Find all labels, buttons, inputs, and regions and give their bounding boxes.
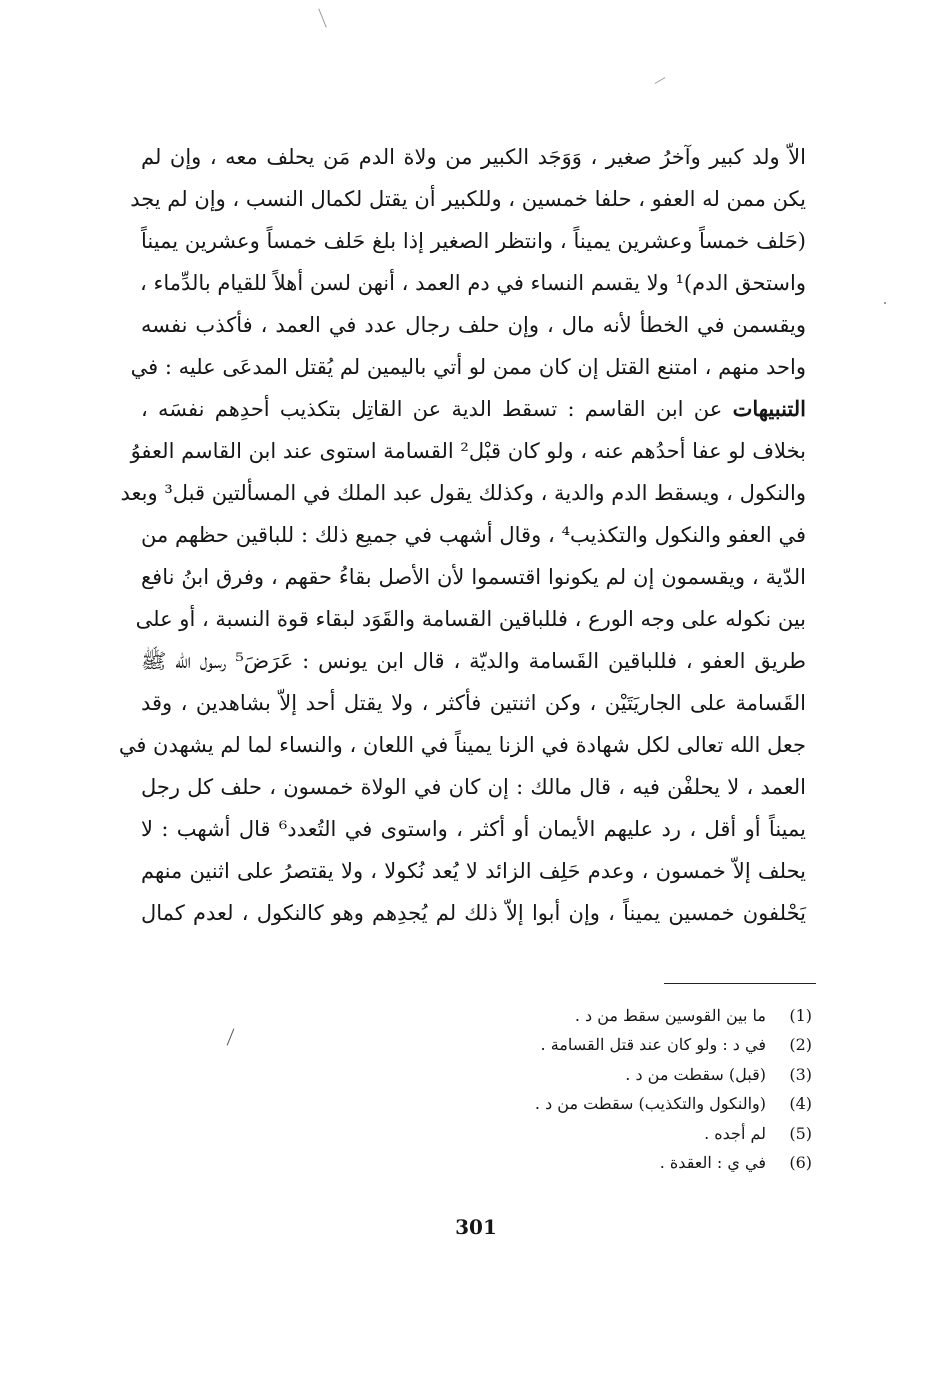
footnote [312, 1148, 812, 1177]
text-line: بين نكوله على وجه الورع ، فللباقين القسامة والقَوَد لبقاء قوة النسبة ، أو على [135, 607, 806, 631]
footnotes [312, 1001, 812, 1177]
footnote-number: (5) [789, 1123, 812, 1143]
footnote-text: في د : ولو كان عند قتل القسامة . [540, 1035, 766, 1055]
text-line: العمد ، لا يحلفْن فيه ، قال مالك : إن كان في الولاة خمسون ، حلف كل رجل [141, 775, 806, 799]
page-number: 301 [455, 1215, 497, 1239]
footnote-number: (6) [789, 1152, 812, 1172]
footnote-separator [664, 983, 816, 984]
text-line: (حَلف خمساً وعشرين يميناً ، وانتظر الصغير إذا بلغ حَلف خمساً وعشرين يميناً [141, 229, 806, 253]
footnote [312, 1060, 812, 1089]
text-line: الدّية ، ويقسمون إن لم يكونوا اقتسموا لأن الأصل بقاءُ حقهم ، وفرق ابنُ نافع [141, 565, 806, 589]
footnote-number: (4) [789, 1094, 812, 1114]
text-line: واحد منهم ، امتنع القتل إن كان ممن لو أتي باليمين لم يُقتل المدعَى عليه : في [130, 355, 806, 379]
text-line: واستحق الدم)¹ ولا يقسم النساء في دم العمد ، أنهن لسن أهلاً للقيام بالدِّماء ، [140, 271, 806, 295]
text-line: يحلف إلاّ خمسون ، وعدم حَلِف الزائد لا يُعد نُكولا ، ولا يقتصرُ على اثنين منهم [141, 859, 806, 883]
footnote-text: ما بين القوسين سقط من د . [574, 1006, 766, 1025]
text-line: ويقسمن في الخطأ لأنه مال ، وإن حلف رجال عدد في العمد ، فأكذب نفسه [141, 313, 806, 337]
text-line: يكن ممن له العفو ، حلفا خمسين ، وللكبير أن يقتل لكمال النسب ، وإن لم يجد [130, 187, 806, 211]
text-line-rest: عن ابن القاسم : تسقط الدية عن القاتِل بتكذيب أحدِهم نفسَه ، [141, 397, 723, 421]
footnote-text: (والنكول والتكذيب) سقطت من د . [534, 1094, 766, 1114]
footnote [312, 1030, 812, 1059]
footnote-number: (2) [789, 1035, 812, 1055]
scan-mark [227, 1028, 235, 1045]
footnote-text: (قبل) سقطت من د . [625, 1064, 766, 1084]
text-line: بخلاف لو عفا أحدُهم عنه ، ولو كان قبْل² القسامة استوى عند ابن القاسم العفوُ [130, 439, 806, 463]
footnote-number: (3) [789, 1064, 812, 1084]
footnote [312, 1001, 812, 1030]
text-line: في العفو والنكول والتكذيب⁴ ، وقال أشهب في جميع ذلك : للباقين حظهم من [141, 523, 807, 547]
bold-term: التنبيهات [732, 396, 806, 421]
text-line: يميناً أو أقل ، رد عليهم الأيمان أو أكثر ، واستوى في التُعدد⁶ قال أشهب : لا [141, 817, 806, 841]
footnote-number: (1) [789, 1006, 812, 1025]
footnote-text: في ي : العقدة . [659, 1152, 766, 1172]
footnote [312, 1089, 812, 1118]
text-line: القَسامة على الجاريَتَيْن ، وكن اثنتين فأكثر ، ولا يقتل أحد إلاّ بشاهدين ، وقد [141, 691, 806, 715]
text-line: جعل الله تعالى لكل شهادة في الزنا يميناً في اللعان ، والنساء لما لم يشهدن في [118, 733, 806, 757]
text-line: طريق العفو ، فللباقين القَسامة والديّة ، قال ابن يونس : عَرَضَ⁵ رسول الله ﷺ [141, 649, 806, 673]
text-line [141, 388, 806, 430]
footnote-text: لم أجده . [704, 1123, 766, 1143]
footnote [312, 1119, 812, 1148]
text-line: الاّ ولد كبير وآخرُ صغير ، وَوَجَد الكبير من ولاة الدم مَن يحلف معه ، وإن لم [141, 145, 806, 169]
text-line: يَحْلفون خمسين يميناً ، وإن أبوا إلاّ ذلك لم يُجدِهم وهو كالنكول ، لعدم كمال [141, 901, 806, 925]
text-line: والنكول ، ويسقط الدم والدية ، وكذلك يقول عبد الملك في المسألتين قبل³ وبعد [120, 481, 806, 505]
